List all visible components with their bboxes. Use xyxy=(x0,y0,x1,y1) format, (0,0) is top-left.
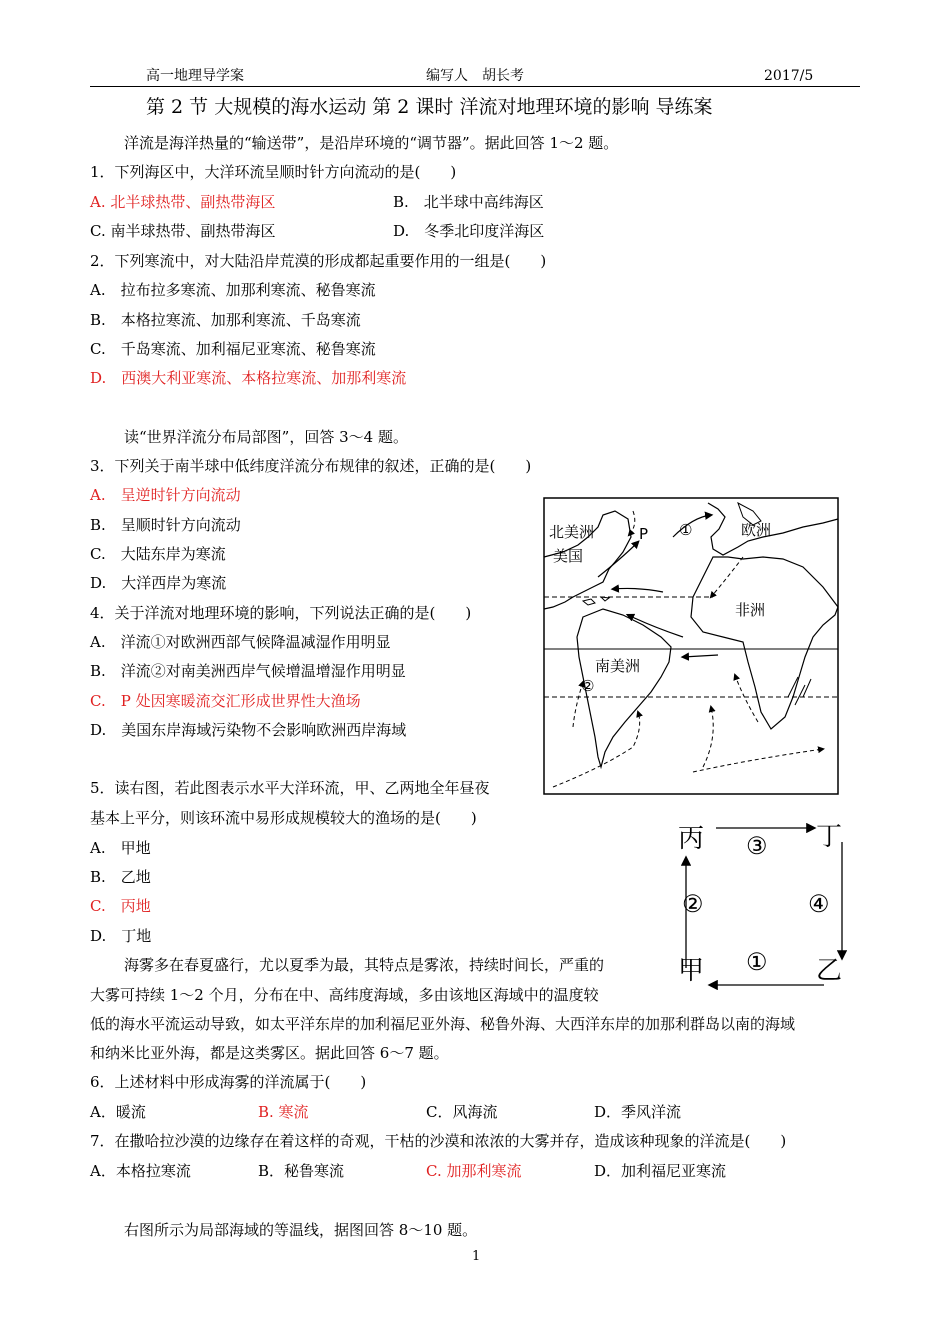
q1-option-b: B. 北半球中高纬海区 xyxy=(393,193,544,211)
intro-3-4: 读“世界洋流分布局部图”，回答 3～4 题。 xyxy=(124,428,408,446)
intro-8-10: 右图所示为局部海域的等温线，据图回答 8～10 题。 xyxy=(124,1221,478,1239)
page-number: 1 xyxy=(472,1249,481,1264)
header-rule xyxy=(90,86,860,87)
fog-line-4: 和纳米比亚外海，都是这类雾区。据此回答 6～7 题。 xyxy=(90,1044,449,1062)
ocean-current-map xyxy=(543,497,839,795)
q4-option-a: A. 洋流①对欧洲西部气候降温减湿作用明显 xyxy=(90,633,391,651)
label-usa: 美国 xyxy=(553,547,584,565)
q3-option-d: D. 大洋西岸为寒流 xyxy=(90,574,227,592)
label-current-2-gyre: ② xyxy=(682,890,704,918)
label-bing: 丙 xyxy=(678,824,705,854)
q3-stem: 3．下列关于南半球中低纬度洋流分布规律的叙述，正确的是( ) xyxy=(90,457,532,475)
q2-option-d: D. 西澳大利亚寒流、本格拉寒流、加那利寒流 xyxy=(90,369,407,387)
header-left: 高一地理导学案 xyxy=(146,68,244,84)
q6-option-b: B. 寒流 xyxy=(258,1103,309,1121)
header-date: 2017/5 xyxy=(764,68,814,84)
label-ding: 丁 xyxy=(816,822,843,852)
q5-option-c: C. 丙地 xyxy=(90,897,151,915)
q5-option-b: B. 乙地 xyxy=(90,868,151,886)
label-current-4: ④ xyxy=(808,890,830,918)
intro-1-2: 洋流是海洋热量的“输送带”，是沿岸环境的“调节器”。据此回答 1～2 题。 xyxy=(124,134,619,152)
fog-line-1: 海雾多在春夏盛行，尤以夏季为最，其特点是雾浓，持续时间长，严重的 xyxy=(124,956,605,974)
q4-option-c: C. P 处因寒暖流交汇形成世界性大渔场 xyxy=(90,692,361,710)
q1-option-a: A. 北半球热带、副热带海区 xyxy=(90,193,276,211)
q1-option-c: C. 南半球热带、副热带海区 xyxy=(90,222,276,240)
label-current-1-gyre: ① xyxy=(746,948,768,976)
gyre-diagram xyxy=(676,820,856,990)
fog-line-2: 大雾可持续 1～2 个月，分布在中、高纬度海域，多由该地区海域中的温度较 xyxy=(90,986,599,1004)
q1-stem: 1．下列海区中，大洋环流呈顺时针方向流动的是( ) xyxy=(90,163,457,181)
q7-stem: 7．在撒哈拉沙漠的边缘存在着这样的奇观，干枯的沙漠和浓浓的大雾并存，造成该种现象的洋流是( ) xyxy=(90,1132,787,1150)
q5-stem-line1: 5．读右图，若此图表示水平大洋环流，甲、乙两地全年昼夜 xyxy=(90,779,490,797)
q6-option-a: A．暖流 xyxy=(90,1103,146,1121)
label-current-3: ③ xyxy=(746,832,768,860)
q7-option-c: C. 加那利寒流 xyxy=(426,1162,522,1180)
q3-option-b: B. 呈顺时针方向流动 xyxy=(90,516,241,534)
q2-option-c: C. 千岛寒流、加利福尼亚寒流、秘鲁寒流 xyxy=(90,340,376,358)
q5-option-d: D. 丁地 xyxy=(90,927,152,945)
q7-option-d: D．加利福尼亚寒流 xyxy=(594,1162,727,1180)
q4-stem: 4．关于洋流对地理环境的影响，下列说法正确的是( ) xyxy=(90,604,472,622)
q6-option-c: C．风海流 xyxy=(426,1103,498,1121)
label-europe: 欧洲 xyxy=(741,521,772,539)
q2-option-a: A. 拉布拉多寒流、加那利寒流、秘鲁寒流 xyxy=(90,281,376,299)
q3-option-c: C. 大陆东岸为寒流 xyxy=(90,545,226,563)
label-current-2: ② xyxy=(581,677,595,695)
label-north-america: 北美洲 xyxy=(549,523,595,541)
q7-option-b: B．秘鲁寒流 xyxy=(258,1162,345,1180)
q1-option-d: D. 冬季北印度洋海区 xyxy=(393,222,545,240)
label-yi: 乙 xyxy=(816,956,843,986)
q7-option-a: A．本格拉寒流 xyxy=(90,1162,191,1180)
q5-stem-line2: 基本上平分，则该环流中易形成规模较大的渔场的是( ) xyxy=(90,809,477,827)
label-current-1: ① xyxy=(679,521,693,539)
page-title: 第 2 节 大规模的海水运动 第 2 课时 洋流对地理环境的影响 导练案 xyxy=(146,96,713,118)
label-africa: 非洲 xyxy=(735,601,766,619)
q6-stem: 6．上述材料中形成海雾的洋流属于( ) xyxy=(90,1073,367,1091)
fog-line-3: 低的海水平流运动导致，如太平洋东岸的加利福尼亚外海、秘鲁外海、大西洋东岸的加那利群岛以南的海域 xyxy=(90,1015,796,1033)
q4-option-b: B. 洋流②对南美洲西岸气候增温增湿作用明显 xyxy=(90,662,406,680)
label-jia: 甲 xyxy=(678,956,705,986)
q3-option-a: A. 呈逆时针方向流动 xyxy=(90,486,241,504)
q6-option-d: D．季风洋流 xyxy=(594,1103,682,1121)
q2-option-b: B. 本格拉寒流、加那利寒流、千岛寒流 xyxy=(90,311,361,329)
q4-option-d: D. 美国东岸海域污染物不会影响欧洲西岸海域 xyxy=(90,721,407,739)
header-center: 编写人 胡长考 xyxy=(426,68,524,84)
q2-stem: 2．下列寒流中，对大陆沿岸荒漠的形成都起重要作用的一组是( ) xyxy=(90,252,547,270)
label-point-p: P xyxy=(639,525,649,543)
q5-option-a: A. 甲地 xyxy=(90,839,151,857)
label-south-america: 南美洲 xyxy=(595,657,641,675)
